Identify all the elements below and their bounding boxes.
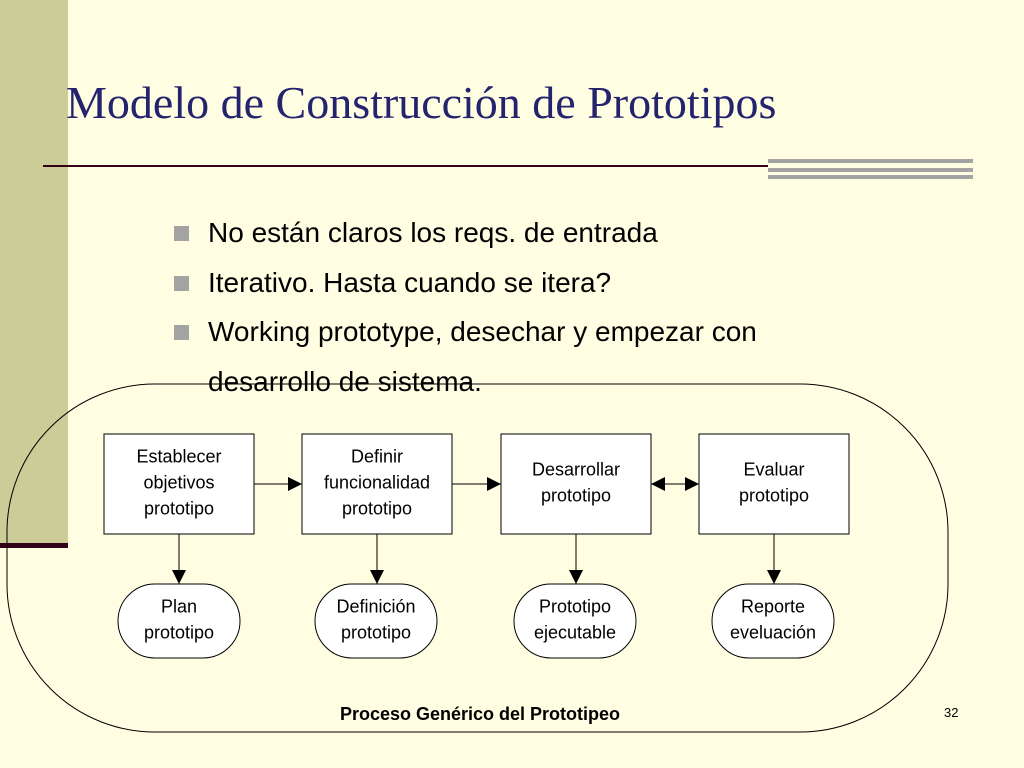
process-step-label-line: Desarrollar xyxy=(531,459,621,480)
process-step-label-line: objetivos xyxy=(143,472,215,493)
process-step-label-line: prototipo xyxy=(738,485,810,506)
output-node xyxy=(315,584,437,658)
output-label-line: prototipo xyxy=(143,622,215,643)
process-step-label-line: prototipo xyxy=(540,485,612,506)
output-label-line: Definición xyxy=(336,596,416,617)
page-number: 32 xyxy=(944,705,959,720)
diagram-caption: Proceso Genérico del Prototipeo xyxy=(339,704,621,724)
process-step-label-line: prototipo xyxy=(341,498,413,519)
process-step-label xyxy=(136,446,221,518)
process-step-label-line: Establecer xyxy=(136,446,222,467)
output-label-line: Plan xyxy=(160,596,198,617)
output-label-line: Prototipo xyxy=(538,596,612,617)
output-label-line: eveluación xyxy=(729,622,817,643)
process-step-label-line: Definir xyxy=(350,446,404,467)
process-arrows xyxy=(179,484,774,584)
output-node xyxy=(712,584,834,658)
output-node xyxy=(514,584,636,658)
process-step-label-line: prototipo xyxy=(143,498,215,519)
output-node xyxy=(118,584,240,658)
output-label-line: Reporte xyxy=(740,596,806,617)
bullet-text: No están claros los reqs. de entrada xyxy=(208,217,658,248)
process-outputs xyxy=(118,584,834,658)
process-step-box xyxy=(501,434,651,534)
bullet-text: Working prototype, desechar y empezar con desarrollo de sistema. xyxy=(208,316,757,397)
output-label-line: prototipo xyxy=(340,622,412,643)
output-label-line: ejecutable xyxy=(533,622,617,643)
process-step-box xyxy=(699,434,849,534)
slide-title: Modelo de Construcción de Prototipos xyxy=(66,77,777,128)
process-step-label-line: funcionalidad xyxy=(323,472,431,493)
bullet-text: Iterativo. Hasta cuando se itera? xyxy=(208,266,612,298)
process-step-label-line: Evaluar xyxy=(743,459,805,480)
